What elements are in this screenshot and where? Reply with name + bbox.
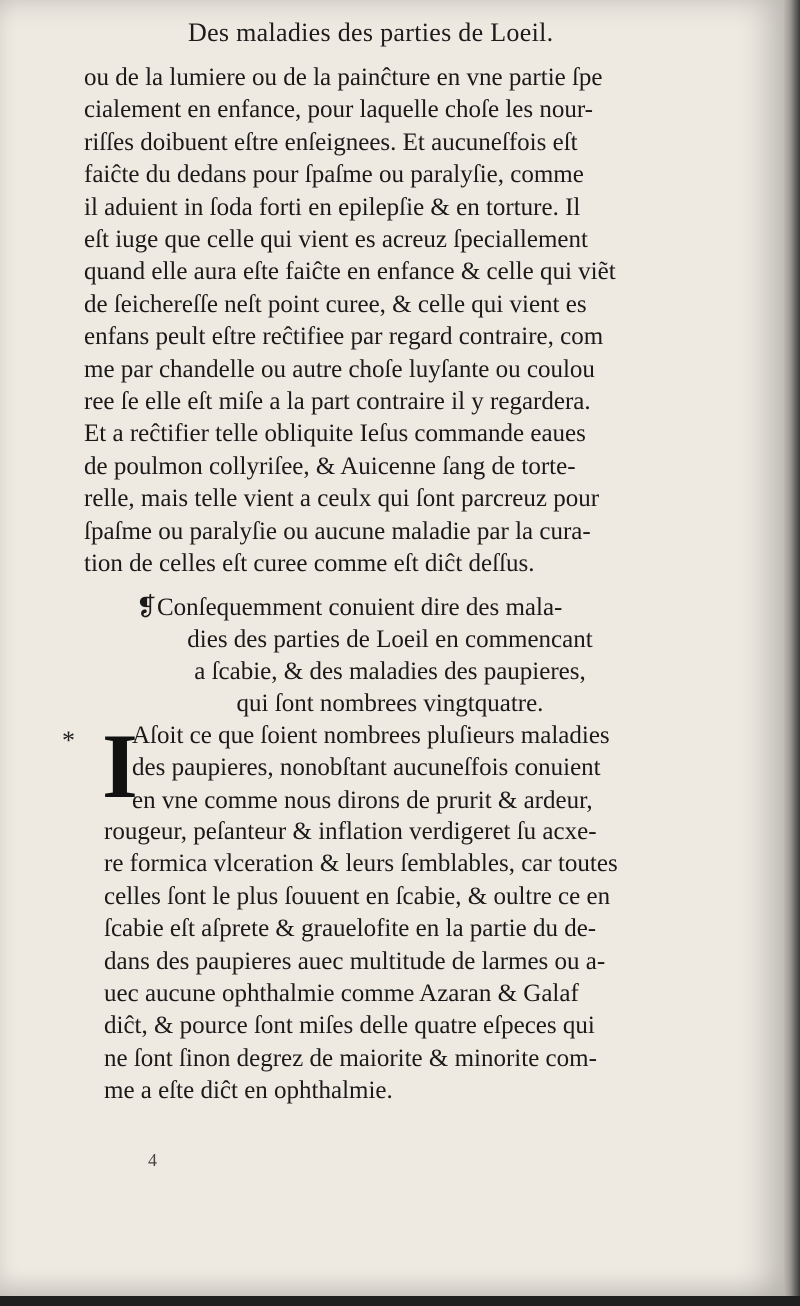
text-line: ne ſont ſinon degrez de maiorite & minorite com- — [104, 1044, 597, 1072]
text-line: Aſoit ce que ſoient nombrees pluſieurs maladies — [132, 722, 610, 749]
drop-cap-initial: I — [102, 715, 138, 817]
text-line: me par chandelle ou autre choſe luyſante ou coulou — [84, 355, 595, 383]
text-line: Et a reĉtifier telle obliquite Ieſus commande eaues — [84, 420, 586, 448]
text-line: tion de celles eſt curee comme eſt diĉt deſſus. — [84, 550, 535, 578]
text-line: il aduient in ſoda forti en epilepſie & en torture. Il — [84, 193, 581, 221]
text-line: riſſes doibuent eſtre enſeignees. Et aucuneſfois eſt — [84, 128, 578, 156]
text-line: de ſeichereſſe neſt point curee, & celle qui vient es — [84, 290, 587, 318]
text-line: ſpaſme ou paralyſie ou aucune maladie par la cura- — [84, 517, 591, 545]
text-line: ſcabie eſt aſprete & grauelofite en la partie du de- — [104, 915, 597, 943]
text-line: dans des paupieres auec multitude de larmes ou a- — [104, 947, 606, 975]
text-line: faiĉte du dedans pour ſpaſme ou paralyſie, comme — [84, 161, 584, 189]
heading-line: ❡Conſequemment conuient dire des mala- — [136, 594, 563, 621]
paragraph-2-indented — [132, 720, 722, 817]
text-line: enfans peult eſtre reĉtifiee par regard contraire, com — [84, 323, 604, 351]
text-line: diĉt, & pource ſont miſes delle quatre eſpeces qui — [104, 1012, 595, 1040]
signature-mark: 4 — [148, 1150, 157, 1170]
heading-line: qui ſont nombrees vingtquatre. — [236, 690, 544, 717]
text-line: relle, mais telle vient a ceulx qui ſont parcreuz pour — [84, 485, 600, 513]
paragraph-2 — [104, 816, 724, 1108]
page-edge — [784, 0, 800, 1306]
text-line: celles ſont le plus ſouuent en ſcabie, & oultre ce en — [104, 882, 611, 910]
text-line: cialement en enfance, pour laquelle choſe les nour- — [84, 96, 593, 124]
heading-line: dies des parties de Loeil en commencant — [187, 626, 593, 653]
text-line: ree ſe elle eſt miſe a la part contraire il y regardera. — [84, 388, 591, 416]
text-line: re formica vlceration & leurs ſemblables, car toutes — [104, 850, 618, 878]
text-line: rougeur, peſanteur & inflation verdigeret ſu acxe- — [104, 818, 597, 845]
paragraph-1 — [84, 62, 704, 581]
page-bottom-shadow — [0, 1296, 800, 1306]
text-line: ou de la lumiere ou de la painĉture en vne partie ſpe — [84, 64, 603, 91]
marginal-asterisk: * — [62, 726, 75, 755]
text-line: en vne comme nous dirons de prurit & ardeur, — [132, 786, 593, 814]
text-line: uec aucune ophthalmie comme Azaran & Galaf — [104, 980, 579, 1008]
section-heading — [80, 592, 700, 720]
text-line: des paupieres, nonobſtant aucuneſfois conuient — [132, 754, 601, 782]
heading-line: a ſcabie, & des maladies des paupieres, — [194, 658, 586, 685]
text-line: quand elle aura eſte faiĉte en enfance & celle qui viẽt — [84, 258, 616, 286]
running-head: Des maladies des parties de Loeil. — [188, 18, 554, 47]
text-line: de poulmon collyriſee, & Auicenne ſang de torte- — [84, 452, 576, 480]
text-line: eſt iuge que celle qui vient es acreuz ſpeciallement — [84, 226, 588, 254]
text-line: me a eſte diĉt en ophthalmie. — [104, 1077, 393, 1105]
